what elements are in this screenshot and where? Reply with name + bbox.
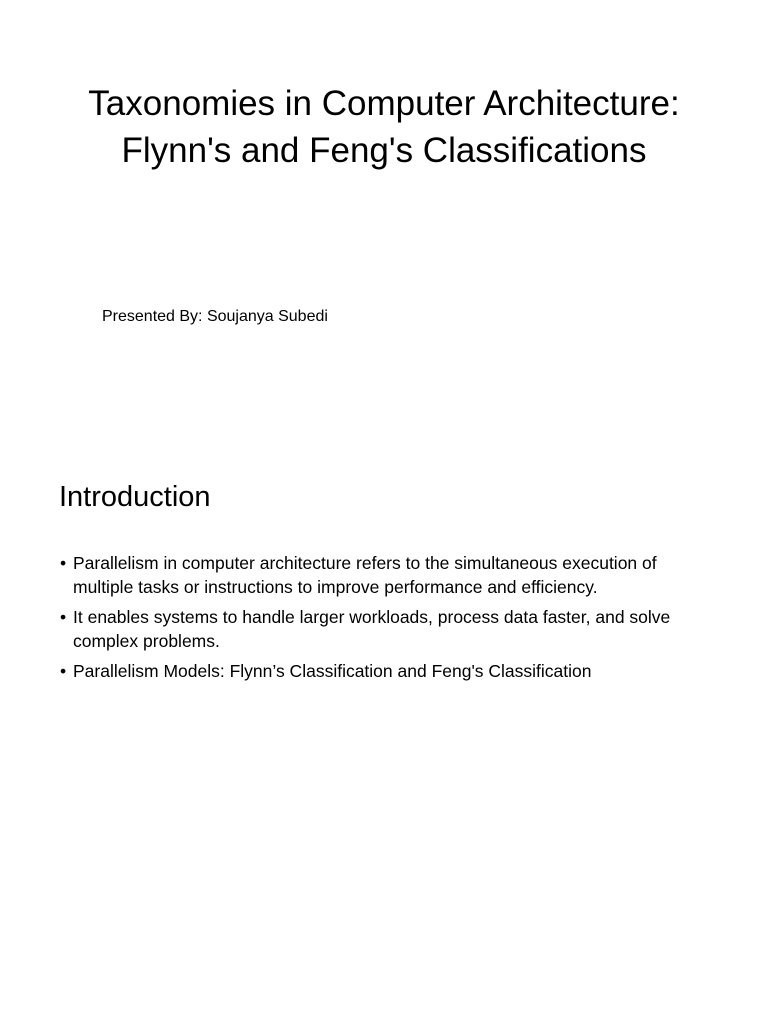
bullet-text: Parallelism Models: Flynn’s Classification and Feng's Classification — [73, 661, 592, 681]
bullet-text: It enables systems to handle larger workloads, process data faster, and solve complex problems. — [73, 607, 671, 651]
bullet-icon: • — [60, 661, 67, 681]
introduction-slide — [0, 436, 768, 868]
title-slide — [0, 0, 768, 432]
bullet-item — [60, 605, 700, 653]
slide-title: Taxonomies in Computer Architecture: Flynn's and Feng's Classifications — [88, 84, 680, 170]
bullet-list — [60, 551, 700, 689]
presenter-text: Presented By: Soujanya Subedi — [102, 308, 328, 325]
bullet-icon: • — [60, 553, 67, 573]
bullet-item — [60, 551, 700, 599]
bullet-item — [60, 659, 700, 683]
bullet-icon: • — [60, 607, 67, 627]
slide-heading: Introduction — [59, 481, 211, 513]
bullet-text: Parallelism in computer architecture refers to the simultaneous execution of multiple tasks or instructions to improve performance and efficiency. — [73, 553, 657, 597]
